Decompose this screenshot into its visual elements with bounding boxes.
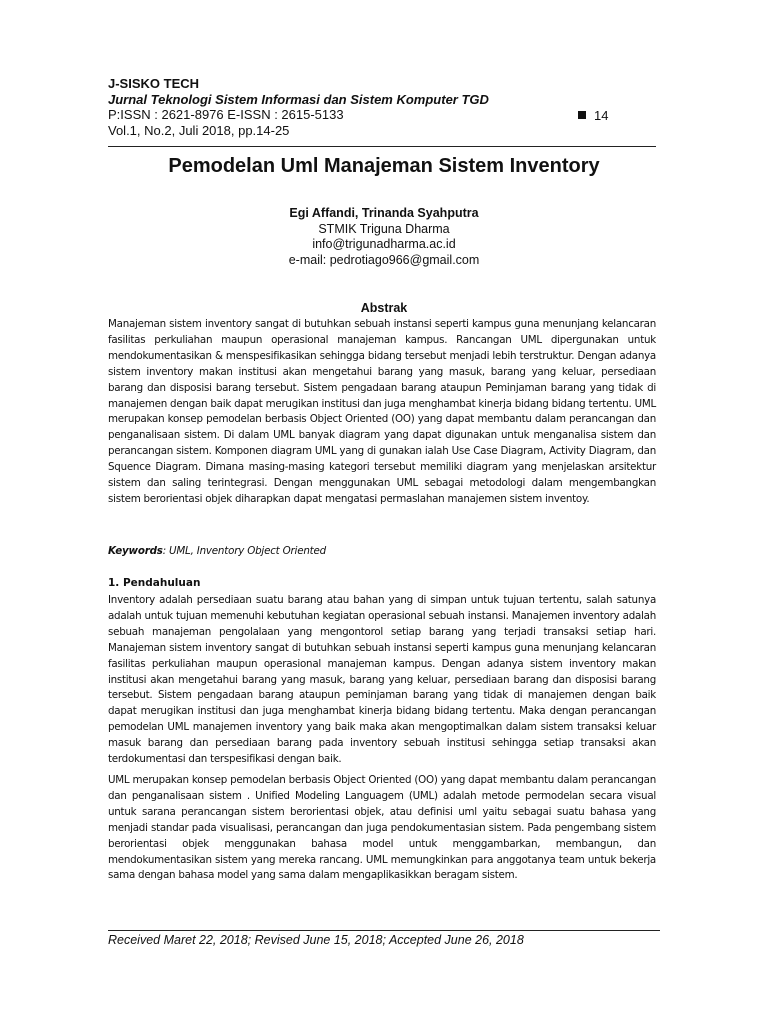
author-affiliation: STMIK Triguna Dharma bbox=[318, 221, 450, 236]
abstract-heading: Abstrak bbox=[360, 301, 408, 315]
page-number bbox=[578, 108, 608, 124]
journal-short-name: J-SISKO TECH bbox=[108, 76, 200, 91]
paper-title: Pemodelan Uml Manajeman Sistem Inventory bbox=[168, 155, 600, 177]
intro-paragraph-2: UML merupakan konsep pemodelan berbasis Object Oriented (OO) yang dapat membantu dalam perancangan dan penganalisaan sistem . Unified Modeling Languagem (UML) adalah metode permodelan secara visual untuk sarana perancangan sistem berorientasi objek, atau definisi uml yaitu sebagai suatu bahasa yang menjadi standar pada visualisasi, perancangan dan juga pendokumentasian sistem. Pada pengembang sistem berorientasi objek menggunakan bahasa model untuk menggambarkan, membangun, dan mendokumentasikan sistem yang mereka rancang. UML memungkinkan para anggotanya team untuk bekerja sama dengan bahasa model yang sama dalam mengaplikasikkan beragam sistem. bbox=[108, 774, 656, 882]
footer-divider bbox=[108, 930, 660, 931]
keywords-label: Keywords bbox=[108, 545, 163, 557]
journal-volume: Vol.1, No.2, Juli 2018, pp.14-25 bbox=[108, 122, 290, 138]
journal-full-name: Jurnal Teknologi Sistem Informasi dan Sistem Komputer TGD bbox=[108, 91, 489, 107]
journal-issn: P:ISSN : 2621-8976 E-ISSN : 2615-5133 bbox=[108, 107, 344, 122]
page-number-value: 14 bbox=[594, 108, 609, 123]
received-dates: Received Maret 22, 2018; Revised June 15, 2018; Accepted June 26, 2018 bbox=[108, 933, 524, 947]
keywords-line bbox=[108, 545, 656, 557]
square-bullet-icon bbox=[578, 111, 586, 119]
journal-header bbox=[108, 76, 668, 138]
author-email-2: e-mail: pedrotiago966@gmail.com bbox=[288, 252, 480, 267]
keywords-text: : UML, Inventory Object Oriented bbox=[162, 545, 326, 557]
header-divider bbox=[108, 146, 656, 147]
author-email-1: info@trigunadharma.ac.id bbox=[312, 237, 456, 252]
intro-paragraph-1: Inventory adalah persediaan suatu barang atau bahan yang di simpan untuk tujuan tertentu, salah satunya adalah untuk tujuan memenuhi kebutuhan kegiatan operasional sebuah instansi. Manajemen inventory adalah sebuah manajeman pengolalaan yang mengontorol setiap barang yang terjadi transaksi setiap hari. Manajeman sistem inventory sangat di butuhkan sebuah instansi seperti kampus guna menunjang kelancaran fasilitas perkuliahan maupun operasional manajeman kampus. Dengan adanya sistem inventory makan institusi akan mengetahui barang yang masuk, barang yang keluar, persediaan barang dan disposisi barang tersebut. Sistem pengadaan barang ataupun peminjaman barang yang tidak di manajemen dengan baik dapat merugikan institusi dan juga menghambat kinerja bidang bidang tertentu. Maka dengan perancangan pemodelan UML manajemen inventory yang baik maka akan mengoptimalkan dalam sistem transaksi keluar masuk barang dan persediaan barang pada inventory sebuah institusi sehingga setiap transaksi akan terdokumentasi dan terspesifikasi dengan baik. bbox=[108, 594, 656, 766]
section-heading: 1. Pendahuluan bbox=[108, 577, 201, 589]
abstract-text: Manajeman sistem inventory sangat di butuhkan sebuah instansi seperti kampus guna menunjang kelancaran fasilitas perkuliahan maupun operasional manajeman kampus. Rancangan UML dipergunakan untuk mendokumentasikan & menspesifikasikan sehingga bidang tersebut menjadi lebih terstruktur. Dengan adanya sistem inventory makan institusi akan mengetahui barang yang masuk, barang yang keluar, persediaan barang dan disposisi barang tersebut. Sistem pengadaan barang ataupun Peminjaman barang yang tidak di manajemen dengan baik dapat merugikan institusi dan juga menghambat kinerja bidang bidang tertentu. UML merupakan konsep pemodelan berbasis Object Oriented (OO) yang dapat membantu dalam perancangan dan penganalisaan sistem. Di dalam UML banyak diagram yang dapat digunakan untuk menganalisa sistem dan perancangan sistem. Komponen diagram UML yang di gunakan ialah Use Case Diagram, Activity Diagram, dan Squence Diagram. Dimana masing-masing kategori tersebut memiliki diagram yang menjelaskan arsitektur sistem dan saling terintegrasi. Dengan menggunakan UML sebagai metodologi dalam mengembangkan sistem berorientasi objek diharapkan dapat mengatasi permaslahan manajemen sistem inventoy. bbox=[108, 318, 656, 505]
author-names: Egi Affandi, Trinanda Syahputra bbox=[289, 206, 479, 220]
author-block bbox=[108, 206, 660, 268]
